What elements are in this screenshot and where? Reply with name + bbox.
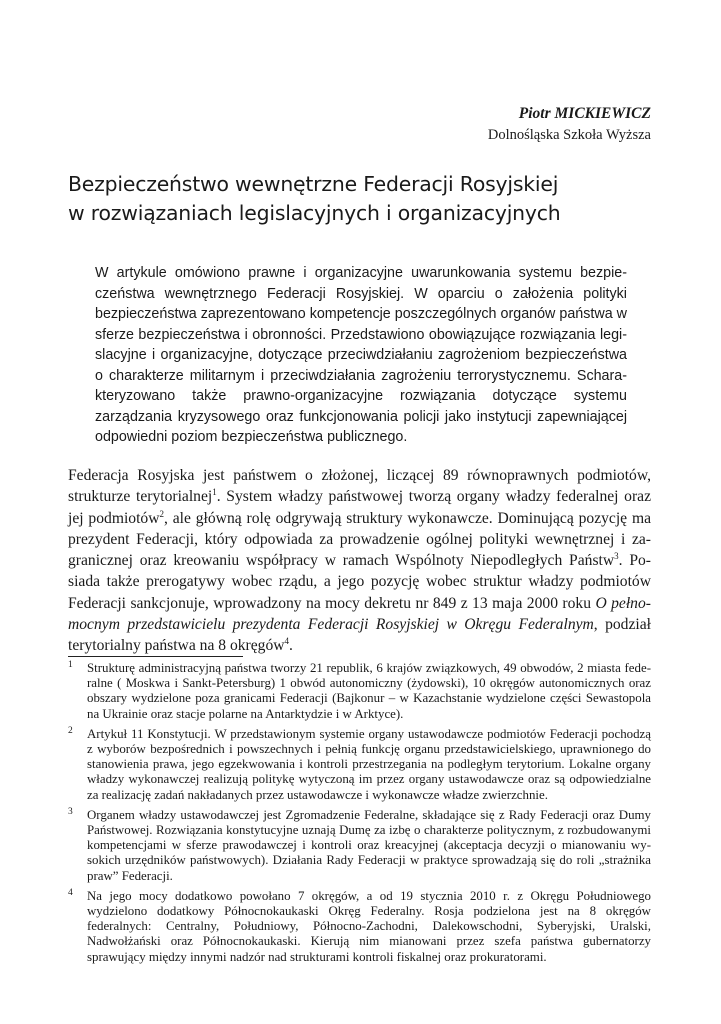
article-title <box>68 170 668 228</box>
title-line-2: w rozwiązaniach legislacyjnych i organizacyjnych <box>68 201 561 225</box>
body-text-segment: . <box>289 637 293 655</box>
footnote-3 <box>68 808 651 884</box>
footnote-number: 2 <box>68 725 73 736</box>
footnote-number: 1 <box>68 660 73 670</box>
abstract: W artykule omówiono prawne i organizacyjne uwarunkowania systemu bezpieczeństwa wewnętrznego Federacji Rosyjskiej. W oparciu o założenia polityki bezpieczeństwa zaprezentowano kompetencje poszczególnych organów państwa w sferze bezpieczeństwa i obronności. Przedstawiono obowiązujące rozwiązania legislacyjne i organizacyjne, dotyczące przeciwdziałaniu zagrożeniom bezpieczeństwa o charakterze militarnym i przeciwdziałania zagrożeniu terrorystycznemu. Scharakteryzowano także prawno-organizacyjne rozwiązania dotyczące systemu zarządzania kryzysowego oraz funkcjonowania policji jako instytucji zapewniającej odpowiedni poziom bezpieczeństwa publicznego. <box>95 265 627 445</box>
footnote-number: 4 <box>68 887 73 898</box>
footnote-1 <box>68 661 651 722</box>
footnote-ref-3[interactable]: 3 <box>614 551 619 561</box>
body-text-segment: . System władzy państwowej tworzą organy władzy federalnej oraz jej podmiotów <box>68 488 651 527</box>
author-block <box>488 103 651 145</box>
title-line-1: Bezpieczeństwo wewnętrzne Federacji Rosyjskiej <box>68 172 559 196</box>
footnote-text: Strukturę administracyjną państwa tworzy 21 republik, 6 krajów związkowych, 49 obwodów, 2 miasta federalne ( Moskwa i Sankt-Petersburg) 1 obwód autonomiczny (żydowski), 10 okręgów autonomicznych oraz obszary wydzielone poza granicami Federacji (Bajkonur – w Kazachstanie wydzielone części Sewastopola na Ukrainie oraz stacje polarne na Antarktydzie i w Arktyce). <box>87 661 651 721</box>
footnote-ref-1[interactable]: 1 <box>212 487 217 498</box>
author-name: Piotr MICKIEWICZ <box>518 105 651 122</box>
body-text-segment: , podział terytorialny państwa na 8 okręgów <box>68 616 651 655</box>
footnote-text: Na jego mocy dodatkowo powołano 7 okręgów, a od 19 stycznia 2010 r. z Okręgu Południowego wydzielono dodatkowy Północnokaukaski Okręg Federalny. Rosja podzielona jest na 8 okręgów federalnych: Centralny, Południowy, Północno-Zachodni, Dalekowschodni, Syberyjski, Uralski, Nadwołżański oraz Północnokaukaski. Kierują nim mianowani przez szefa państwa gubernatorzy sprawujący między innymi nadzór nad strukturami kontroli fiskalnej oraz prokuratorami. <box>87 888 651 964</box>
author-affiliation: Dolnośląska Szkoła Wyższa <box>487 127 651 143</box>
footnote-4 <box>68 889 651 965</box>
body-text-segment: Federacja Rosyjska jest państwem o złożonej, liczącej 89 równoprawnych podmiotów, strukturze terytorialnej <box>68 467 651 506</box>
footnote-separator <box>68 656 243 657</box>
footnote-2 <box>68 727 651 803</box>
footnotes <box>68 661 651 970</box>
body-paragraph <box>68 465 651 657</box>
footnote-ref-2[interactable]: 2 <box>159 508 164 519</box>
body-text-segment: , ale główną rolę odgrywają struktury wykonawcze. Dominującą pozycję ma prezydent Federacji, który odpowiada za prowadzenie ogólnej polityki wewnętrznej i zagranicznej oraz kreowaniu współpracy w ramach Wspólnoty Niepodległych Państw <box>68 509 651 570</box>
footnote-ref-4[interactable]: 4 <box>284 636 290 647</box>
footnote-text: Artykuł 11 Konstytucji. W przedstawionym systemie organy ustawodawcze podmiotów Federacji pochodzą z wyborów bezpośrednich i powszechnych i pełnią funkcję organu przedstawicielskiego, uprawnionego do stanowienia prawa, jego egzekwowania i kontroli przestrzegania na podległym terytorium. Lokalne organy władzy wykonawczej realizują politykę wytyczoną im przez organy ustawodawcze oraz są odpowiedzialne za realizację zadań nakładanych przez ustawodawcze i wykonawcze władze zwierzchnie. <box>87 726 651 802</box>
decree-title-italic: O pełnomocnym przedstawicielu prezydenta Federacji Rosyjskiej w Okręgu Federalnym <box>68 594 651 634</box>
footnote-text: Organem władzy ustawodawczej jest Zgromadzenie Federalne, składające się z Rady Federacji oraz Dumy Państwowej. Rozwiązania konstytucyjne uznają Dumę za izbę o charakterze politycznym, z rozbudowanymi kompetencjami w sferze prawodawczej i kontroli oraz kreacyjnej (akceptacja decyzji o mianowaniu wysokich urzędników państwowych). Działania Rady Federacji w praktyce sprowadzają się do roli „strażnika praw” Federacji. <box>87 807 651 883</box>
body-text-segment: . Posiada także prerogatywy wobec rządu, a jego pozycję wobec struktur władzy podmiotów Federacji sankcjonuje, wprowadzony na mocy dekretu nr 849 z 13 maja 2000 roku <box>68 552 651 612</box>
footnote-number: 3 <box>68 806 73 817</box>
